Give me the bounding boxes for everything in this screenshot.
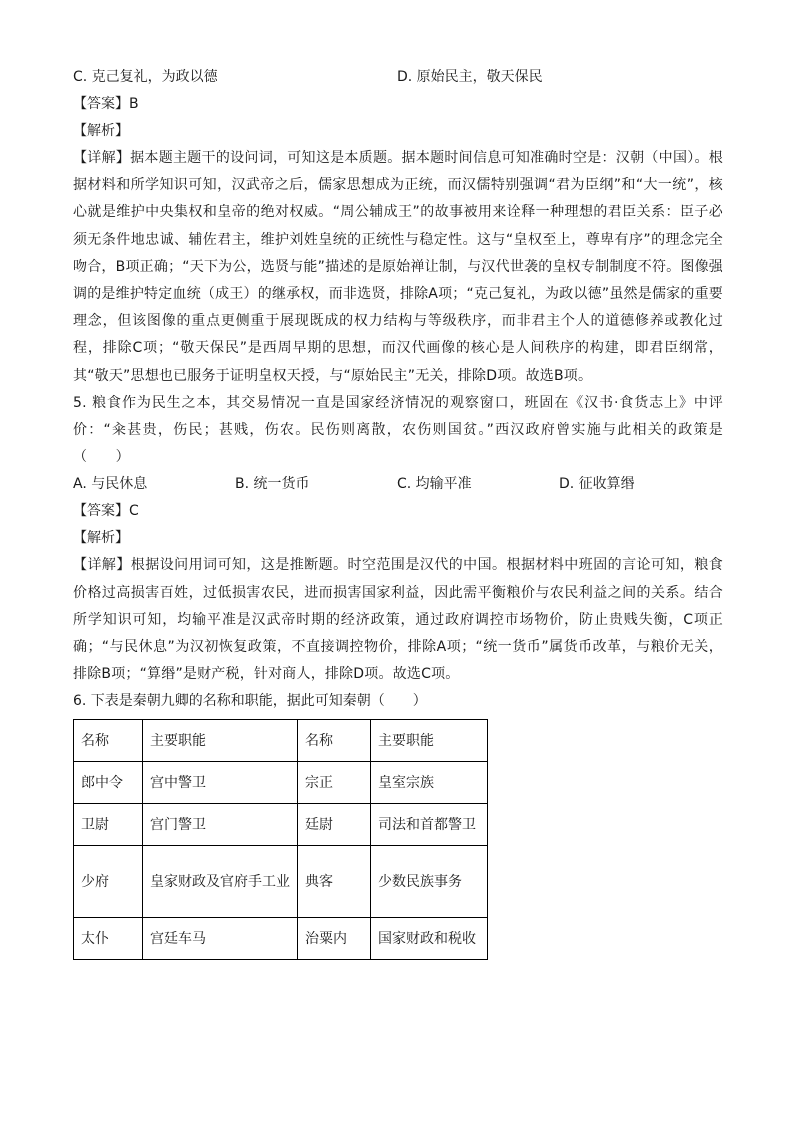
table-cell: 宗正 <box>298 762 371 804</box>
table-header-cell: 名称 <box>298 720 371 762</box>
q5-option-c: C. 均输平准 <box>397 476 472 493</box>
ministers-table <box>73 719 488 960</box>
q5-answer: 【答案】C <box>73 503 139 520</box>
table-header-cell: 主要职能 <box>143 720 298 762</box>
table-cell: 太仆 <box>74 918 143 960</box>
table-cell: 司法和首都警卫 <box>371 804 488 846</box>
table-cell: 宫中警卫 <box>143 762 298 804</box>
q4-answer: 【答案】B <box>73 96 139 112</box>
q5-option-b: B. 统一货币 <box>235 476 310 493</box>
table-cell: 国家财政和税收 <box>371 918 488 960</box>
document-page <box>73 64 723 960</box>
table-cell: 宫门警卫 <box>143 804 298 846</box>
q5-option-d: D. 征收算缗 <box>559 476 635 493</box>
q5-detail: 【详解】根据设问用词可知，这是推断题。时空范围是汉代的中国。根据材料中班固的言论可知，粮食价格过高损害百姓，过低损害农民，进而损害国家利益，因此需平衡粮价与农民利益之间的关系。结合所学知识可知，均输平准是汉武帝时期的经济政策，通过政府调控市场物价，防止贵贱失衡，C项正确；“与民休息”为汉初恢复政策，不直接调控物价，排除A项；“统一货币”属货币改革，与粮价无关，排除B项；“算缗”是财产税，针对商人，排除D项。故选C项。 <box>73 557 723 683</box>
table-cell: 少府 <box>74 846 143 918</box>
table-cell: 皇家财政及官府手工业 <box>143 846 298 918</box>
table-header-cell: 名称 <box>74 720 143 762</box>
table-cell: 宫廷车马 <box>143 918 298 960</box>
table-cell: 郎中令 <box>74 762 143 804</box>
q6-stem: 6. 下表是秦朝九卿的名称和职能，据此可知秦朝（ ） <box>73 693 427 710</box>
table-cell: 廷尉 <box>298 804 371 846</box>
table-row <box>74 846 488 918</box>
table-cell: 卫尉 <box>74 804 143 846</box>
q5-options-row <box>73 471 723 498</box>
q4-options-row <box>73 64 723 91</box>
q4-detail: 【详解】据本题主题干的设问词，可知这是本质题。据本题时间信息可知准确时空是：汉朝（中国）。根据材料和所学知识可知，汉武帝之后，儒家思想成为正统，而汉儒特别强调“君为臣纲”和“大一统”，核心就是维护中央集权和皇帝的绝对权威。“周公辅成王”的故事被用来诠释一种理想的君臣关系：臣子必须无条件地忠诚、辅佐君主，维护刘姓皇统的正统性与稳定性。这与“皇权至上，尊卑有序”的理念完全吻合，B项正确；“天下为公，选贤与能”描述的是原始禅让制，与汉代世袭的皇权专制制度不符。图像强调的是维护特定血统（成王）的继承权，而非选贤，排除A项；“克己复礼，为政以德”虽然是儒家的重要理念，但该图像的重点更侧重于展现既成的权力结构与等级秩序，而非君主个人的道德修养或教化过程，排除C项；“敬天保民”是西周早期的思想，而汉代画像的核心是人间秩序的构建，即君臣纲常，其“敬天”思想也已服务于证明皇权天授，与“原始民主”无关，排除D项。故选B项。 <box>73 150 723 384</box>
q4-option-c: C. 克己复礼，为政以德 <box>73 69 218 85</box>
table-cell: 少数民族事务 <box>371 846 488 918</box>
table-row <box>74 918 488 960</box>
q5-option-a: A. 与民休息 <box>73 476 148 493</box>
table-header-cell: 主要职能 <box>371 720 488 762</box>
table-cell: 皇室宗族 <box>371 762 488 804</box>
table-row <box>74 804 488 846</box>
q4-option-d: D. 原始民主，敬天保民 <box>397 69 543 85</box>
table-header-row <box>74 720 488 762</box>
table-cell: 典客 <box>298 846 371 918</box>
table-cell: 治粟内 <box>298 918 371 960</box>
q5-analysis-title: 【解析】 <box>73 530 129 547</box>
q5-stem: 5. 粮食作为民生之本，其交易情况一直是国家经济情况的观察窗口，班固在《汉书·食货志上》中评价：“籴甚贵，伤民；甚贱，伤农。民伤则离散，农伤则国贫。”西汉政府曾实施与此相关的政策是（ ） <box>73 394 723 466</box>
table-row <box>74 762 488 804</box>
q4-analysis-title: 【解析】 <box>73 123 129 139</box>
